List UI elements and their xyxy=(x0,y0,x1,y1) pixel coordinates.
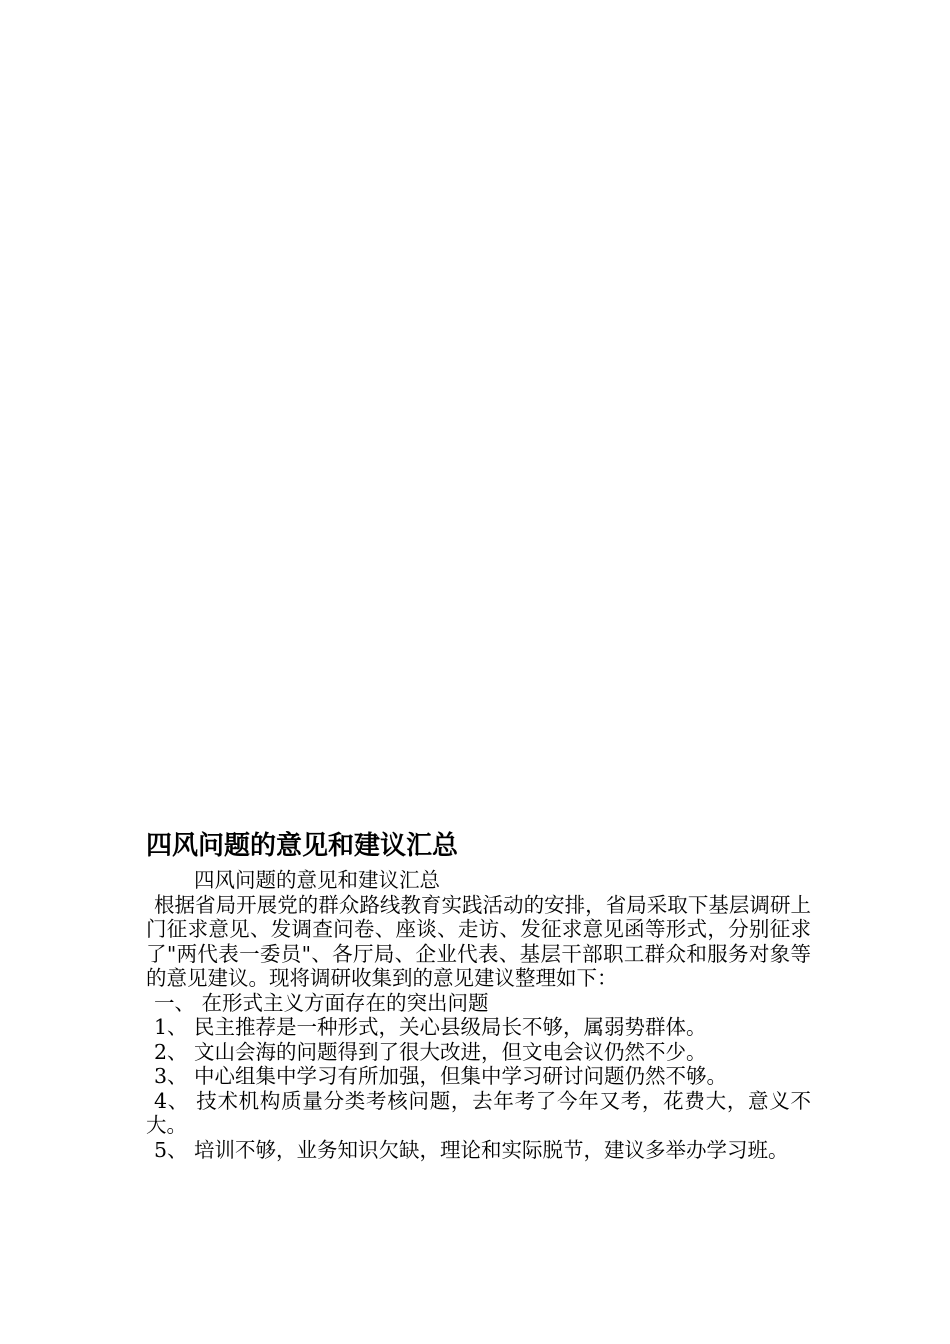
list-item: 1、 民主推荐是一种形式，关心县级局长不够，属弱势群体。 xyxy=(154,1015,707,1039)
section-heading-1: 一、 在形式主义方面存在的突出问题 xyxy=(154,990,489,1015)
document-content xyxy=(146,826,811,1162)
list-item: 4、 技术机构质量分类考核问题，去年考了今年又考，花费大，意义不大。 xyxy=(146,1088,811,1137)
list-item: 5、 培训不够，业务知识欠缺，理论和实际脱节，建议多举办学习班。 xyxy=(154,1137,789,1162)
intro-paragraph: 根据省局开展党的群众路线教育实践活动的安排，省局采取下基层调研上门征求意见、发调查问卷、座谈、走访、发征求意见函等形式，分别征求了"两代表一委员"、各厅局、企业代表、基层干部职工群众和服务对象等的意见建议。现将调研收集到的意见建议整理如下： xyxy=(146,892,811,990)
document-subtitle: 四风问题的意见和建议汇总 xyxy=(194,868,440,892)
document-title: 四风问题的意见和建议汇总 xyxy=(146,831,459,861)
list-item: 3、 中心组集中学习有所加强，但集中学习研讨问题仍然不够。 xyxy=(154,1064,728,1088)
list-item: 2、 文山会海的问题得到了很大改进，但文电会议仍然不少。 xyxy=(154,1039,707,1064)
